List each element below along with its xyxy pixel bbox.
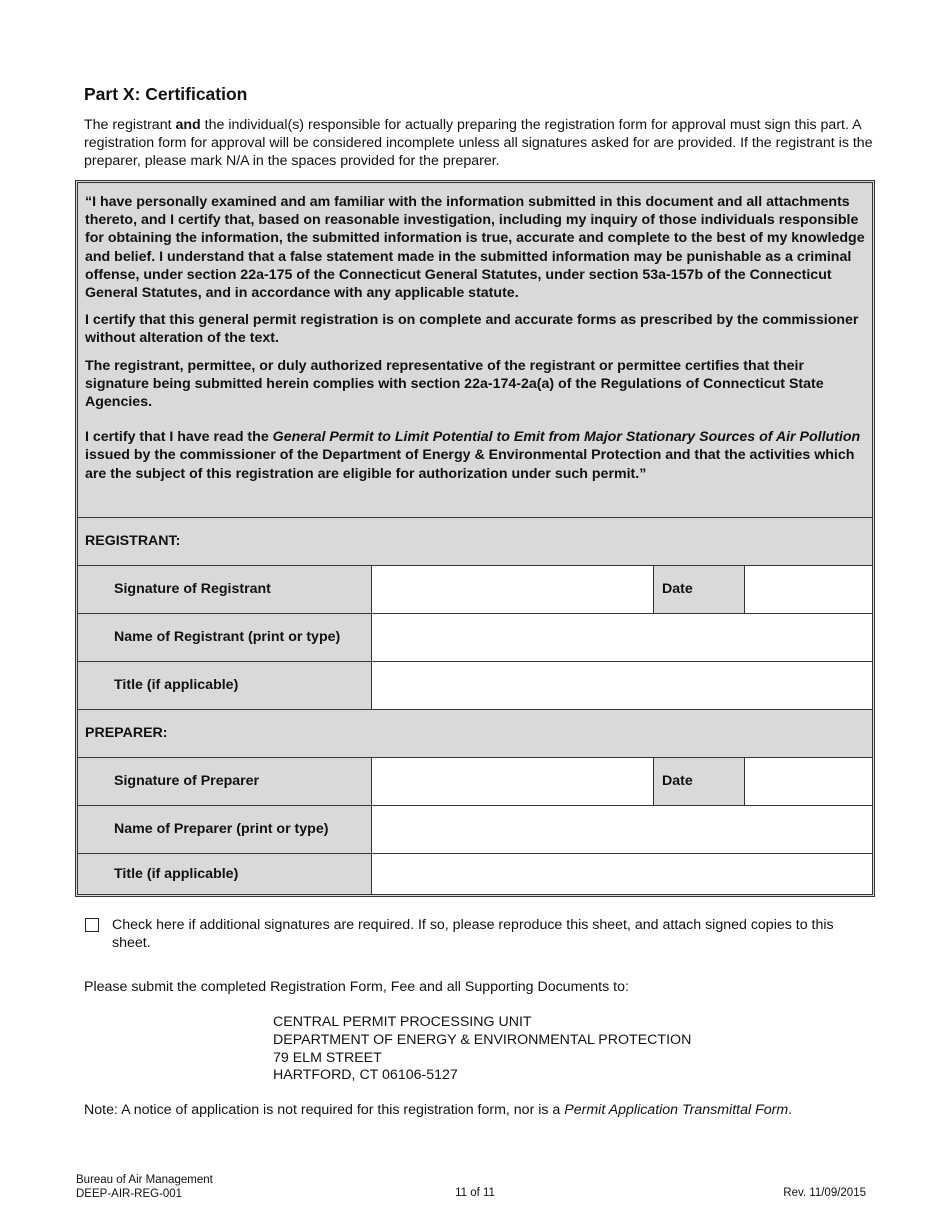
mailing-address xyxy=(273,1014,691,1085)
registrant-heading: REGISTRANT: xyxy=(85,533,181,549)
address-line-2: DEPARTMENT OF ENERGY & ENVIRONMENTAL PROTECTION xyxy=(273,1031,692,1048)
preparer-date-label: Date xyxy=(653,758,745,805)
general-permit-title: General Permit to Limit Potential to Emit from Major Stationary Sources of Air Pollution xyxy=(272,429,861,446)
footer-page-number: 11 of 11 xyxy=(455,1187,495,1199)
certification-box xyxy=(75,180,875,897)
registrant-section-header xyxy=(78,517,872,565)
registrant-name-row xyxy=(78,613,872,661)
preparer-signature-row xyxy=(78,757,872,805)
preparer-name-row xyxy=(78,805,872,853)
address-line-4: HARTFORD, CT 06106-5127 xyxy=(273,1067,458,1084)
footer-bureau: Bureau of Air Management xyxy=(76,1174,213,1186)
intro-text-start: The registrant xyxy=(84,117,176,133)
submit-instruction: Please submit the completed Registration Form, Fee and all Supporting Documents to: xyxy=(84,979,629,995)
note xyxy=(84,1102,792,1118)
certification-paragraph-1: “I have personally examined and am familiar with the information submitted in this document and all attachments thereto, and I certify that, based on reasonable investigation, including my inquiry of those individuals responsible for obtaining the information, the submitted information is true, accurate and complete to the best of my knowledge and belief. I understand that a false statement made in the submitted information may be punishable as a criminal offense, under section 22a-175 of the Connecticut General Statutes, under section 53a-157b of the Connecticut General Statutes, and in accordance with any applicable statute. xyxy=(85,194,865,302)
registrant-signature-field[interactable] xyxy=(372,566,653,613)
preparer-name-field[interactable] xyxy=(372,806,872,853)
address-line-1: CENTRAL PERMIT PROCESSING UNIT xyxy=(273,1014,532,1030)
intro-paragraph xyxy=(84,117,874,170)
intro-bold-and: and xyxy=(175,117,201,133)
paragraph-4-start: I certify that I have read the xyxy=(85,429,273,446)
registrant-date-field[interactable] xyxy=(745,566,872,613)
preparer-signature-field[interactable] xyxy=(372,758,653,805)
note-text: Note: A notice of application is not required for this registration form, nor is a xyxy=(84,1102,565,1118)
preparer-signature-label: Signature of Preparer xyxy=(78,758,372,805)
certification-paragraph-3: The registrant, permittee, or duly authorized representative of the registrant or permittee certifies that their signature being submitted herein complies with section 22a-174-2a(a) of the Regulations of Connecticut State Agencies. xyxy=(85,357,824,411)
preparer-name-label: Name of Preparer (print or type) xyxy=(78,806,372,853)
registrant-signature-row xyxy=(78,565,872,613)
page-title: Part X: Certification xyxy=(84,84,248,104)
certification-statement xyxy=(78,183,872,517)
additional-signatures-label: Check here if additional signatures are required. If so, please reproduce this sheet, and attach signed copies to this sheet. xyxy=(112,917,834,951)
additional-signatures-checkbox[interactable] xyxy=(85,918,99,932)
certification-paragraph-4 xyxy=(85,428,866,483)
registrant-date-label: Date xyxy=(653,566,745,613)
preparer-title-field[interactable] xyxy=(372,854,872,894)
preparer-date-field[interactable] xyxy=(745,758,872,805)
address-line-3: 79 ELM STREET xyxy=(273,1049,382,1066)
footer-form-id: DEEP-AIR-REG-001 xyxy=(76,1188,183,1200)
registrant-title-field[interactable] xyxy=(372,662,872,709)
paragraph-4-end: issued by the commissioner of the Department of Energy & Environmental Protection and that the activities which are the subject of this registration are eligible for authorization under such permit.” xyxy=(85,447,855,482)
footer-revision: Rev. 11/09/2015 xyxy=(783,1187,866,1199)
registrant-name-label: Name of Registrant (print or type) xyxy=(78,614,372,661)
certification-paragraph-2: I certify that this general permit registration is on complete and accurate forms as prescribed by the commissioner without alteration of the text. xyxy=(85,312,859,347)
note-form-name: Permit Application Transmittal Form xyxy=(564,1102,789,1118)
intro-text-end: the individual(s) responsible for actually preparing the registration form for approval must sign this part. A registration form for approval will be considered incomplete unless all signatures asked for are provided. If the registrant is the preparer, please mark N/A in the spaces provided for the preparer. xyxy=(84,117,873,169)
note-end: . xyxy=(788,1102,793,1118)
preparer-title-row xyxy=(78,853,872,894)
preparer-section-header xyxy=(78,709,872,757)
preparer-heading: PREPARER: xyxy=(85,725,168,741)
registrant-name-field[interactable] xyxy=(372,614,872,661)
registrant-title-row xyxy=(78,661,872,709)
registrant-signature-label: Signature of Registrant xyxy=(78,566,372,613)
preparer-title-label: Title (if applicable) xyxy=(78,854,372,894)
registrant-title-label: Title (if applicable) xyxy=(78,662,372,709)
